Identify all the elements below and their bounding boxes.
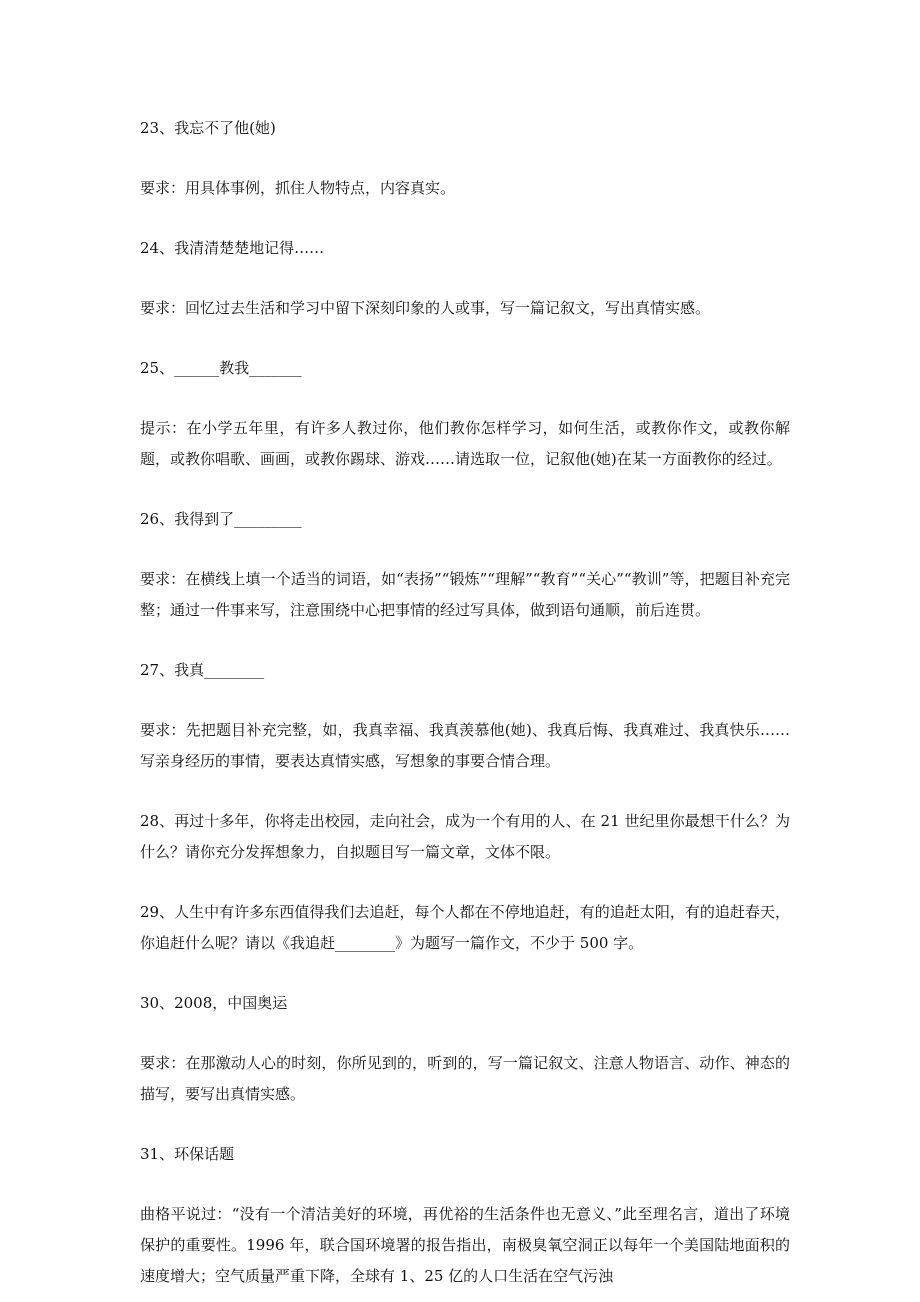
topic-25-title: 25、______教我_______ <box>140 359 302 377</box>
topic-30-requirement: 要求：在那激动人心的时刻，你所见到的，听到的，写一篇记叙文、注意人物语言、动作、神态的描写，要写出真情实感。 <box>140 1054 790 1103</box>
topic-23-requirement: 要求：用具体事例，抓住人物特点，内容真实。 <box>140 179 456 197</box>
topic-26-title: 26、我得到了_________ <box>140 510 302 528</box>
topic-29-prompt: 29、人生中有许多东西值得我们去追赶，每个人都在不停地追赶，有的追赶太阳，有的追赶春天，你追赶什么呢？请以《我追赶________》为题写一篇作文，不少于 500 字。 <box>140 903 790 952</box>
topic-31-text: 曲格平说过：“没有一个清洁美好的环境，再优裕的生活条件也无意义、”此至理名言，道出了环境保护的重要性。1996 年，联合国环境署的报告指出，南极臭氧空洞正以每年一个美国陆地面积的速度增大；空气质量严重下降，全球有 1、25 亿的人口生活在空气污浊 <box>140 1205 790 1285</box>
topic-27-requirement: 要求：先把题目补充完整，如，我真幸福、我真羡慕他(她)、我真后悔、我真难过、我真快乐……写亲身经历的事情，要表达真情实感，写想象的事要合情合理。 <box>140 721 790 770</box>
topic-26-requirement: 要求：在横线上填一个适当的词语，如“表扬”“锻炼”“理解”“教育”“关心”“教训”等，把题目补充完整；通过一件事来写，注意围绕中心把事情的经过写具体，做到语句通顺，前后连贯。 <box>140 570 790 619</box>
topic-23-title: 23、我忘不了他(她) <box>140 119 276 137</box>
topic-25-hint: 提示：在小学五年里，有许多人教过你，他们教你怎样学习，如何生活，或教你作文，或教你解题，或教你唱歌、画画，或教你踢球、游戏……请选取一位，记叙他(她)在某一方面教你的经过。 <box>140 419 790 468</box>
topic-27-title: 27、我真________ <box>140 661 265 679</box>
topic-30-title: 30、2008，中国奥运 <box>140 994 288 1012</box>
topic-24-requirement: 要求：回忆过去生活和学习中留下深刻印象的人或事，写一篇记叙文，写出真情实感。 <box>140 299 711 317</box>
topic-24-title: 24、我清清楚楚地记得…… <box>140 239 325 257</box>
document-body <box>140 113 790 1292</box>
topic-28-prompt: 28、再过十多年，你将走出校园，走向社会，成为一个有用的人、在 21 世纪里你最想干什么？为什么？请你充分发挥想象力，自拟题目写一篇文章，文体不限。 <box>140 812 790 861</box>
topic-31-title: 31、环保话题 <box>140 1145 235 1163</box>
